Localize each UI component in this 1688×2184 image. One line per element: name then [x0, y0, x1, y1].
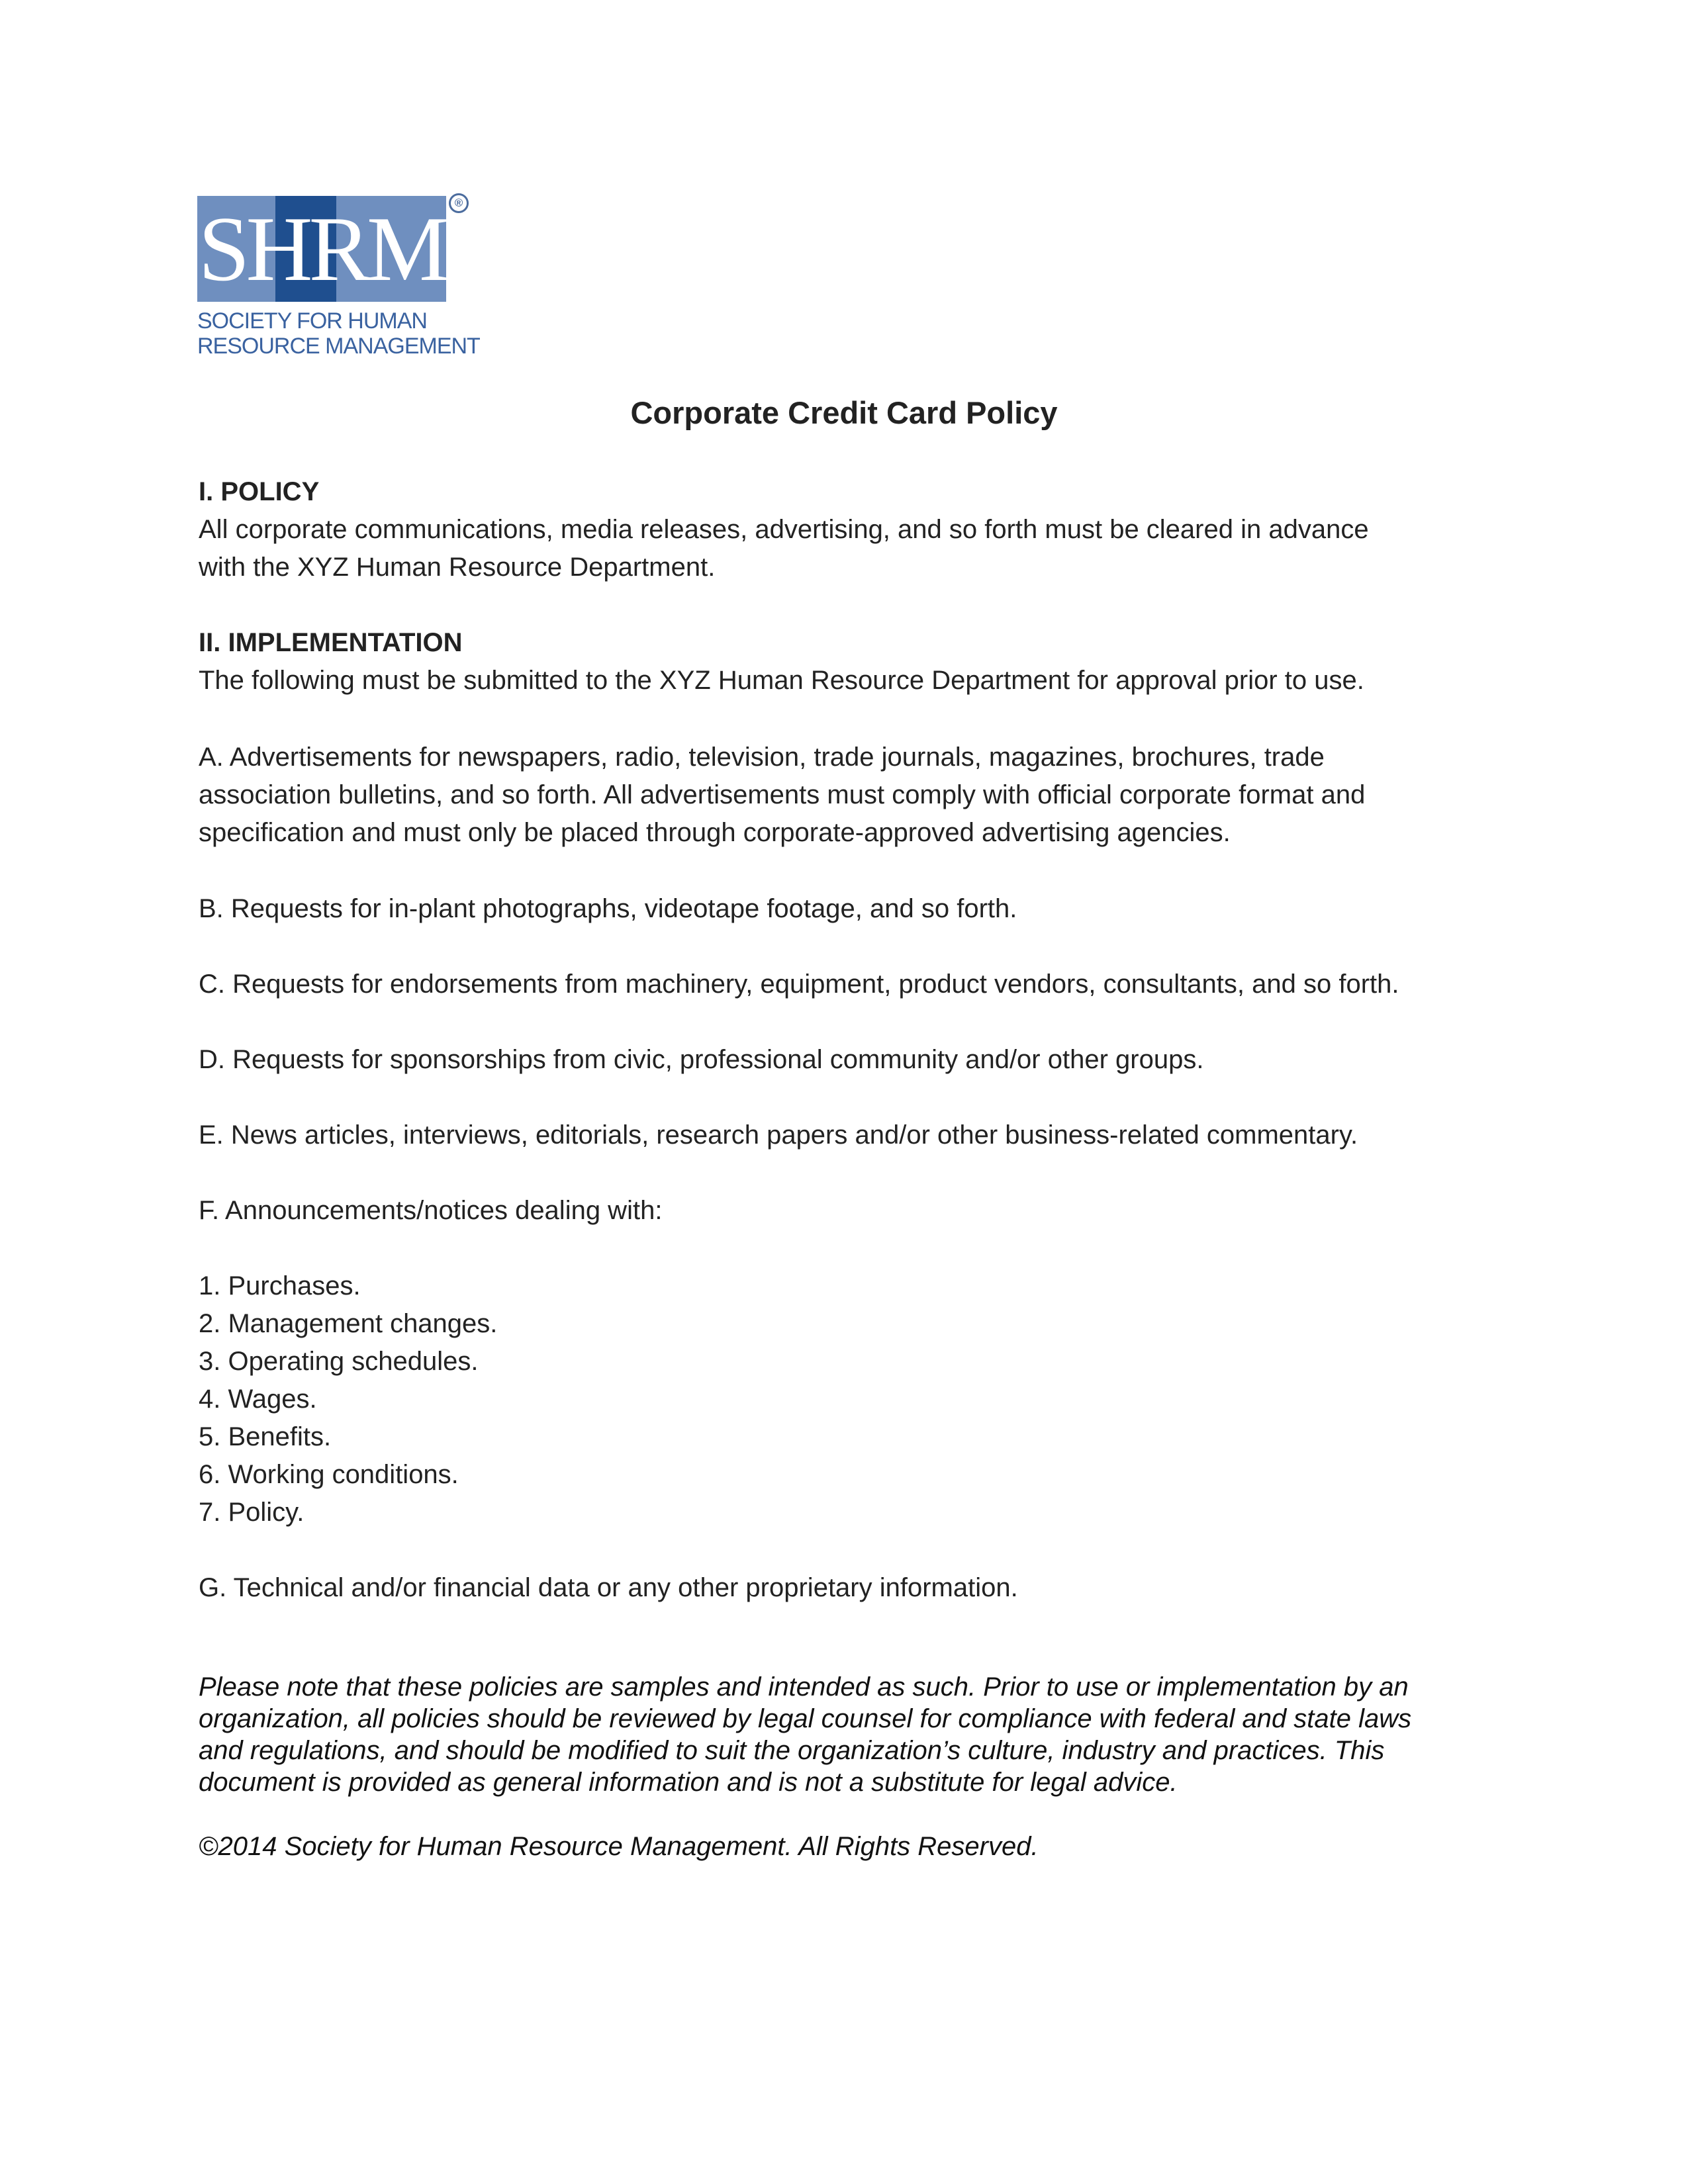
- item-e: E. News articles, interviews, editorials, research papers and/or other business-related commentary.: [199, 1120, 1358, 1150]
- item-f: F. Announcements/notices dealing with:: [199, 1196, 663, 1225]
- registered-mark: ®: [449, 193, 469, 213]
- list-item: 4. Wages.: [199, 1385, 317, 1414]
- item-g: G. Technical and/or financial data or any other proprietary information.: [199, 1573, 1018, 1602]
- item-a-line: association bulletins, and so forth. All advertisements must comply with official corporate format and: [199, 780, 1366, 809]
- implementation-heading: II. IMPLEMENTATION: [199, 628, 463, 657]
- policy-line: with the XYZ Human Resource Department.: [199, 553, 716, 582]
- logo-box: [197, 196, 446, 302]
- logo-subtitle-line2: RESOURCE MANAGEMENT: [197, 334, 480, 359]
- announcement-sublist: [199, 1267, 1523, 1531]
- shrm-logo: [197, 196, 480, 361]
- item-c: C. Requests for endorsements from machinery, equipment, product vendors, consultants, and so forth.: [199, 970, 1399, 999]
- item-b: B. Requests for in-plant photographs, videotape footage, and so forth.: [199, 894, 1017, 923]
- disclaimer-line: Please note that these policies are samples and intended as such. Prior to use or implementation by an: [199, 1672, 1409, 1702]
- list-item: 3. Operating schedules.: [199, 1347, 479, 1376]
- policy-section: [199, 473, 1523, 586]
- list-item: 1. Purchases.: [199, 1271, 361, 1300]
- implementation-section: [199, 624, 1523, 700]
- disclaimer-line: and regulations, and should be modified to suit the organization’s culture, industry and practices. This: [199, 1736, 1385, 1765]
- policy-heading: I. POLICY: [199, 477, 320, 506]
- disclaimer-line: organization, all policies should be reviewed by legal counsel for compliance with federal and state laws: [199, 1704, 1412, 1733]
- disclaimer-line: document is provided as general information and is not a substitute for legal advice.: [199, 1768, 1178, 1797]
- policy-line: All corporate communications, media releases, advertising, and so forth must be cleared in advance: [199, 515, 1369, 544]
- list-item: 5. Benefits.: [199, 1422, 332, 1451]
- logo-subtitle-line1: SOCIETY FOR HUMAN: [197, 308, 427, 334]
- disclaimer: [199, 1671, 1496, 1798]
- item-d: D. Requests for sponsorships from civic, professional community and/or other groups.: [199, 1045, 1204, 1074]
- list-item: 6. Working conditions.: [199, 1460, 459, 1489]
- item-a-line: A. Advertisements for newspapers, radio, television, trade journals, magazines, brochures, trade: [199, 743, 1325, 772]
- logo-letters: SHRM: [198, 198, 445, 300]
- implementation-intro: The following must be submitted to the XYZ Human Resource Department for approval prior to use.: [199, 666, 1364, 695]
- copyright: ©2014 Society for Human Resource Management. All Rights Reserved.: [199, 1832, 1039, 1861]
- list-item: 7. Policy.: [199, 1498, 305, 1527]
- document-title: Corporate Credit Card Policy: [630, 395, 1058, 430]
- list-item: 2. Management changes.: [199, 1309, 498, 1338]
- logo-subtitle: [197, 308, 480, 359]
- item-a: [199, 739, 1523, 852]
- item-a-line: specification and must only be placed through corporate-approved advertising agencies.: [199, 818, 1231, 847]
